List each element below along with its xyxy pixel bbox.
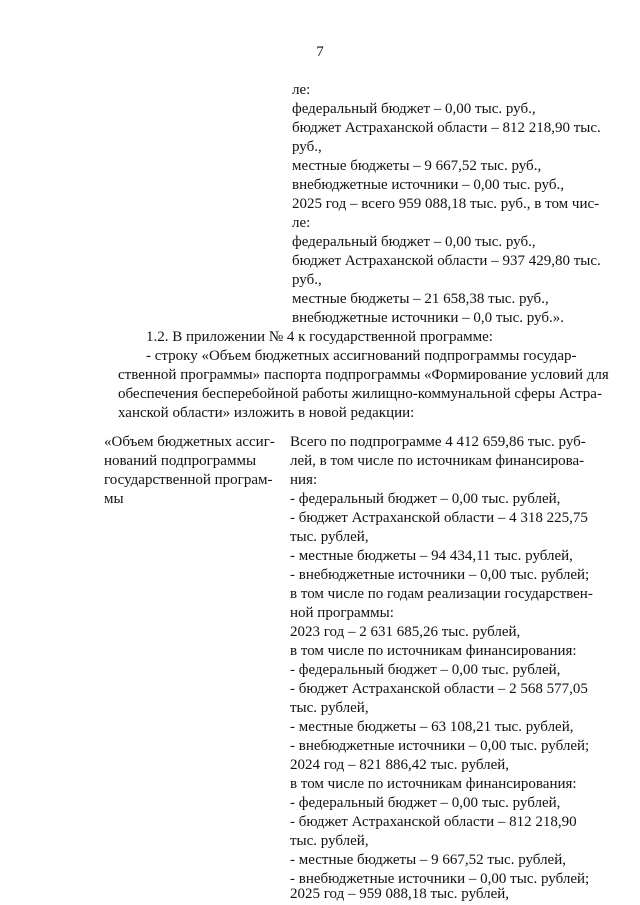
table-right-cell-line: - бюджет Астраханской области – 4 318 225,75 [290, 510, 588, 526]
table-right-cell-line: - внебюджетные источники – 0,00 тыс. рублей; [290, 567, 590, 583]
table-right-cell-line: - бюджет Астраханской области – 2 568 577,05 [290, 681, 588, 697]
continuation-line: внебюджетные источники – 0,00 тыс. руб., [292, 177, 564, 193]
table-right-cell-line: в том числе по источникам финансирования: [290, 643, 577, 659]
table-left-cell-line: нований подпрограммы [104, 453, 257, 469]
continuation-line: руб., [292, 139, 322, 155]
table-left-cell-line: «Объем бюджетных ассиг- [104, 434, 275, 450]
continuation-line: бюджет Астраханской области – 937 429,80 тыс. [292, 253, 601, 269]
continuation-line: федеральный бюджет – 0,00 тыс. руб., [292, 234, 536, 250]
intro-line: - строку «Объем бюджетных ассигнований подпрограммы государ- [146, 348, 577, 364]
table-right-cell-line: - внебюджетные источники – 0,00 тыс. рублей; [290, 871, 590, 887]
intro-line: ханской области» изложить в новой редакции: [118, 405, 415, 421]
continuation-line: бюджет Астраханской области – 812 218,90 тыс. [292, 120, 601, 136]
table-right-cell-line: тыс. рублей, [290, 833, 369, 849]
continuation-line: ле: [292, 82, 311, 98]
table-right-cell-line: лей, в том числе по источникам финансирова- [290, 453, 585, 469]
table-right-cell-line: - бюджет Астраханской области – 812 218,90 [290, 814, 577, 830]
table-right-cell-line: - федеральный бюджет – 0,00 тыс. рублей, [290, 491, 561, 507]
table-right-cell-line: ной программы: [290, 605, 394, 621]
table-right-cell-line: в том числе по годам реализации государствен- [290, 586, 593, 602]
table-right-cell-line: 2024 год – 821 886,42 тыс. рублей, [290, 757, 510, 773]
table-right-cell-line: тыс. рублей, [290, 529, 369, 545]
table-right-cell-line: Всего по подпрограмме 4 412 659,86 тыс. руб- [290, 434, 586, 450]
table-left-cell-line: государственной програм- [104, 472, 273, 488]
section-heading: 1.2. В приложении № 4 к государственной программе: [146, 329, 493, 345]
table-right-cell-line: - федеральный бюджет – 0,00 тыс. рублей, [290, 795, 561, 811]
intro-line: ственной программы» паспорта подпрограммы «Формирование условий для [118, 367, 609, 383]
continuation-line: внебюджетные источники – 0,0 тыс. руб.». [292, 310, 564, 326]
page-number: 7 [316, 44, 324, 60]
table-right-cell-line: в том числе по источникам финансирования: [290, 776, 577, 792]
table-right-cell-line: - федеральный бюджет – 0,00 тыс. рублей, [290, 662, 561, 678]
table-right-cell-line: - внебюджетные источники – 0,00 тыс. рублей; [290, 738, 590, 754]
continuation-line: местные бюджеты – 21 658,38 тыс. руб., [292, 291, 549, 307]
continuation-line: 2025 год – всего 959 088,18 тыс. руб., в том чис- [292, 196, 600, 212]
table-right-cell-line: - местные бюджеты – 9 667,52 тыс. рублей, [290, 852, 566, 868]
table-right-cell-line: ния: [290, 472, 318, 488]
table-right-cell-line: 2025 год – 959 088,18 тыс. рублей, [290, 886, 510, 902]
intro-line: обеспечения бесперебойной работы жилищно-коммунальной сферы Астра- [118, 386, 602, 402]
table-right-cell-line: - местные бюджеты – 94 434,11 тыс. рублей, [290, 548, 573, 564]
continuation-line: руб., [292, 272, 322, 288]
table-left-cell-line: мы [104, 491, 124, 507]
table-right-cell-line: 2023 год – 2 631 685,26 тыс. рублей, [290, 624, 521, 640]
table-right-cell-line: - местные бюджеты – 63 108,21 тыс. рублей, [290, 719, 574, 735]
continuation-line: местные бюджеты – 9 667,52 тыс. руб., [292, 158, 542, 174]
continuation-line: ле: [292, 215, 311, 231]
continuation-line: федеральный бюджет – 0,00 тыс. руб., [292, 101, 536, 117]
table-right-cell-line: тыс. рублей, [290, 700, 369, 716]
